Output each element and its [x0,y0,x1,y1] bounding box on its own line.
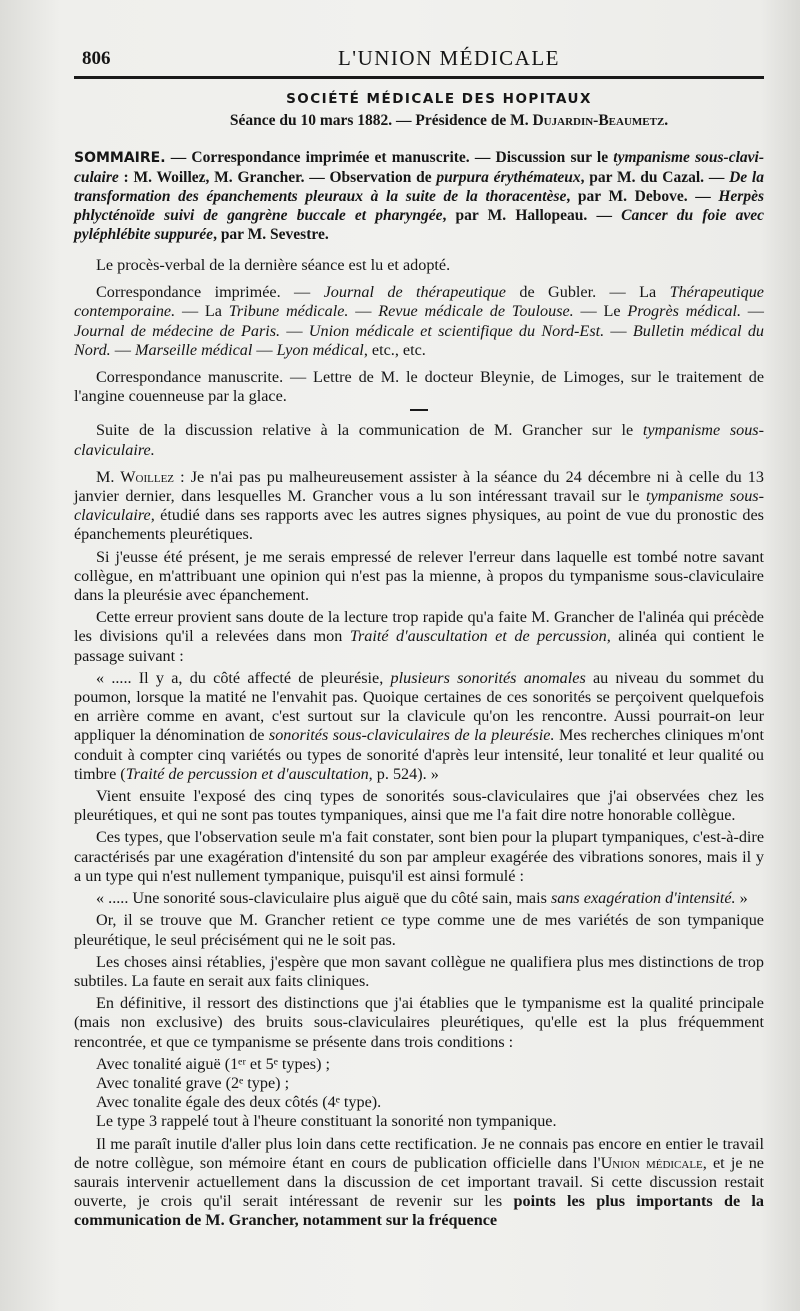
paragraph-woillez-4: Vient ensuite l'exposé des cinq types de sonorités sous-claviculaires que j'ai observées chez les pleurétiques, et qui ne sont pas toutes tympaniques, ainsi que me l'a fait dire notre honorable collègue. [74,787,764,825]
paragraph-woillez-6: Or, il se trouve que M. Grancher retient ce type comme une de mes variétés de son tympanique pleurétique, le seul précisément qui ne le soit pas. [74,911,764,949]
list-item: Avec tonalite égale des deux côtés (4ᵉ type). [96,1093,382,1112]
text-run: Correspondance imprimée. — [96,283,324,302]
emphasis: sonorités sous-claviculaires de la pleurésie. [268,726,555,745]
journal-name: Union médicale et scientifique du Nord-Est. [308,321,605,340]
text-run: Suite de la discussion relative à la communication de M. Grancher sur le [96,421,643,440]
paragraph-woillez-5: Ces types, que l'observation seule m'a fait constater, sont bien pour la plupart tympaniques, c'est-à-dire caractérisés par une exagération d'intensité du son par ampleur exagérée des vibrations sonores, mais il y a un type qui n'est nullement tympanique, puisqu'il est ainsi formulé : [74,828,764,885]
journal-name: Bulletin médical du Nord. [74,321,765,359]
summary-text: : M. Woillez, M. Grancher. — Observation de [118,169,437,186]
text-run: : Je n'ai pas pu malheureusement assister à la séance du 24 décembre ni à celle du 13 janvier dernier, dans lesquelles M. Grancher vous a lu son intéressant travail sur le [74,467,764,506]
summary-block [74,148,764,244]
running-head [74,42,764,79]
journal-name: Marseille médical [135,340,253,359]
summary-topic: tympanisme sous-claviculaire [74,149,764,186]
paragraph-quotation-2 [74,889,764,908]
text-run: Cette erreur provient sans doute de la lecture trop rapide qu'a faite M. Grancher de l'alinéa qui précède les divisions qu'il a relevées dans mon [74,608,764,646]
text-run: « ..... Une sonorité sous-claviculaire plus aiguë que du côté sain, mais [96,889,551,908]
text-run: au niveau du sommet du poumon, lorsque la matité ne l'envahit pas. Quoique certaines de ces sonorités se perçoivent quelquefois en arrière comme en avant, c'est surtout sur la clavicule qu'on les rencontre. Aussi pourrait-on leur appliquer la dénomination de [74,668,764,745]
paragraph-minutes: Le procès-verbal de la dernière séance est lu et adopté. [96,256,451,274]
paragraph-woillez-2: Si j'eusse été présent, je me serais empressé de relever l'erreur dans laquelle est tombé notre savant collègue, en m'attribuant une opinion qui n'est pas la mienne, à propos du tympanisme sous-claviculaire dans la pleurésie avec épanchement. [74,547,764,605]
text-run: de Gubler. — La [505,283,670,302]
conditions-list [74,1055,764,1113]
journal-name: Union médicale [600,1153,703,1172]
text-run: , et je ne saurais intervenir actuellement dans la discussion de cet important travail. Si cette discussion restait ouverte, je crois qu'il serait intéressant de revenir sur les [74,1153,764,1211]
journal-name: Lyon médical [276,340,364,359]
paragraph-manuscript-correspondence: Correspondance manuscrite. — Lettre de M. le docteur Bleynie, de Limoges, sur le traitement de l'angine couenneuse par la glace. [74,368,764,406]
text-run: — [252,340,277,359]
speaker-name: M. Woillez [96,467,175,486]
paragraph-discussion-intro [74,421,764,459]
summary-key: SOMMAIRE. [74,150,166,166]
summary-text: , par M. Debove. — [566,188,719,205]
paragraph-woillez-8: En définitive, il ressort des distinctions que j'ai établies que le tympanisme est la qualité principale (mais non exclusive) des bruits sous-claviculaires pleurétiques, qu'elle est la plus fréquemment rencontrée, et que ce tympanisme se présente dans trois conditions : [74,994,764,1051]
text-run: — [604,321,633,340]
text-run: — [280,321,309,340]
text-run: » [735,889,748,908]
journal-title: L'UNION MÉDICALE [337,46,560,70]
summary-text: , par M. Sevestre. [213,226,329,243]
summary-text: — Correspondance imprimée et manuscrite. — Discussion sur le [165,149,614,166]
paragraph-woillez-1 [74,468,764,545]
paragraph-printed-correspondence [74,283,764,360]
text-run: étudié dans ses rapports avec les autres signes physiques, au point de vue du pronostic des épanchements pleurétiques. [74,506,764,544]
emphasis: Traité de percussion et d'auscultation, [125,764,373,783]
session-text: Séance du 10 mars 1882. — Présidence de M. [229,112,529,129]
text-run: Il me paraît inutile d'aller plus loin dans cette rectification. Je ne connais pas encore en entier le travail de notre collègue, son mémoire étant en cours de publication officielle dans l' [74,1134,764,1172]
journal-name: Progrès médical. [627,302,742,321]
summary-text: , par M. Hallopeau. — [442,207,622,224]
list-item: Avec tonalité grave (2ᵉ type) ; [96,1073,290,1092]
journal-name: Journal de médecine de Paris. [74,321,281,340]
journal-name: Tribune médicale. [228,302,349,321]
session-president: Dujardin-Beaumetz. [532,112,669,129]
summary-topic: De la transformation des épanchements pleuraux à la suite de la thoracentèse [74,169,764,205]
text-run: points les plus importants de la communication de M. Grancher, notamment sur la fréquence [74,1192,764,1230]
text-run: « ..... Il y a, du côté affecté de pleurésie, [96,668,391,687]
text-run: — La [175,302,229,321]
summary-topic: Cancer du foie avec pyléphlébite suppurée [74,207,765,243]
emphasis: plusieurs sonorités anomales [390,668,586,687]
session-line [74,112,764,130]
summary-text: , par M. du Cazal. — [580,169,730,186]
emphasis: tympanisme sous-claviculaire. [74,421,764,459]
article-body [74,256,764,1231]
section-separator [410,409,428,411]
text-run: — Le [573,302,628,321]
summary-topic: Herpès phlycténoïde suivi de gangrène buccale et pharyngée [74,188,764,224]
emphasis: sans exagération d'intensité. [550,889,736,908]
journal-name: Thérapeutique contemporaine. [74,283,764,321]
emphasis: Traité d'auscultation et de percussion, [349,627,611,646]
text-run: — [741,302,764,321]
paragraph-woillez-3 [74,608,764,666]
journal-name: Journal de thérapeutique [323,283,506,302]
emphasis: tympanisme sous-claviculaire, [74,487,764,525]
text-run: Mes recherches cliniques m'ont conduit à compter cinq variétés ou types de sonorité d'après leur intensité, leur tonalité et leur qualité ou timbre ( [74,726,764,783]
text-run: p. 524). » [372,764,439,783]
summary-topic: purpura érythémateux [436,169,581,186]
text-run: — [110,340,136,359]
paragraph-woillez-10 [74,1135,764,1231]
text-run: — [348,302,379,321]
paragraph-quotation-1 [74,669,764,784]
list-item: Avec tonalité aiguë (1ᵉʳ et 5ᵉ types) ; [96,1054,331,1073]
text-run: , etc., etc. [363,340,426,359]
society-heading: SOCIÉTÉ MÉDICALE DES HOPITAUX [286,91,592,107]
page-number: 806 [82,48,111,69]
text-run: alinéa qui contient le passage suivant : [74,627,765,665]
paragraph-woillez-9: Le type 3 rappelé tout à l'heure constituant la sonorité non tympanique. [96,1112,557,1131]
journal-name: Revue médicale de Toulouse. [378,302,574,321]
paragraph-woillez-7: Les choses ainsi rétablies, j'espère que mon savant collègue ne qualifiera plus mes distinctions de trop subtiles. La faute en serait aux faits cliniques. [74,952,764,990]
